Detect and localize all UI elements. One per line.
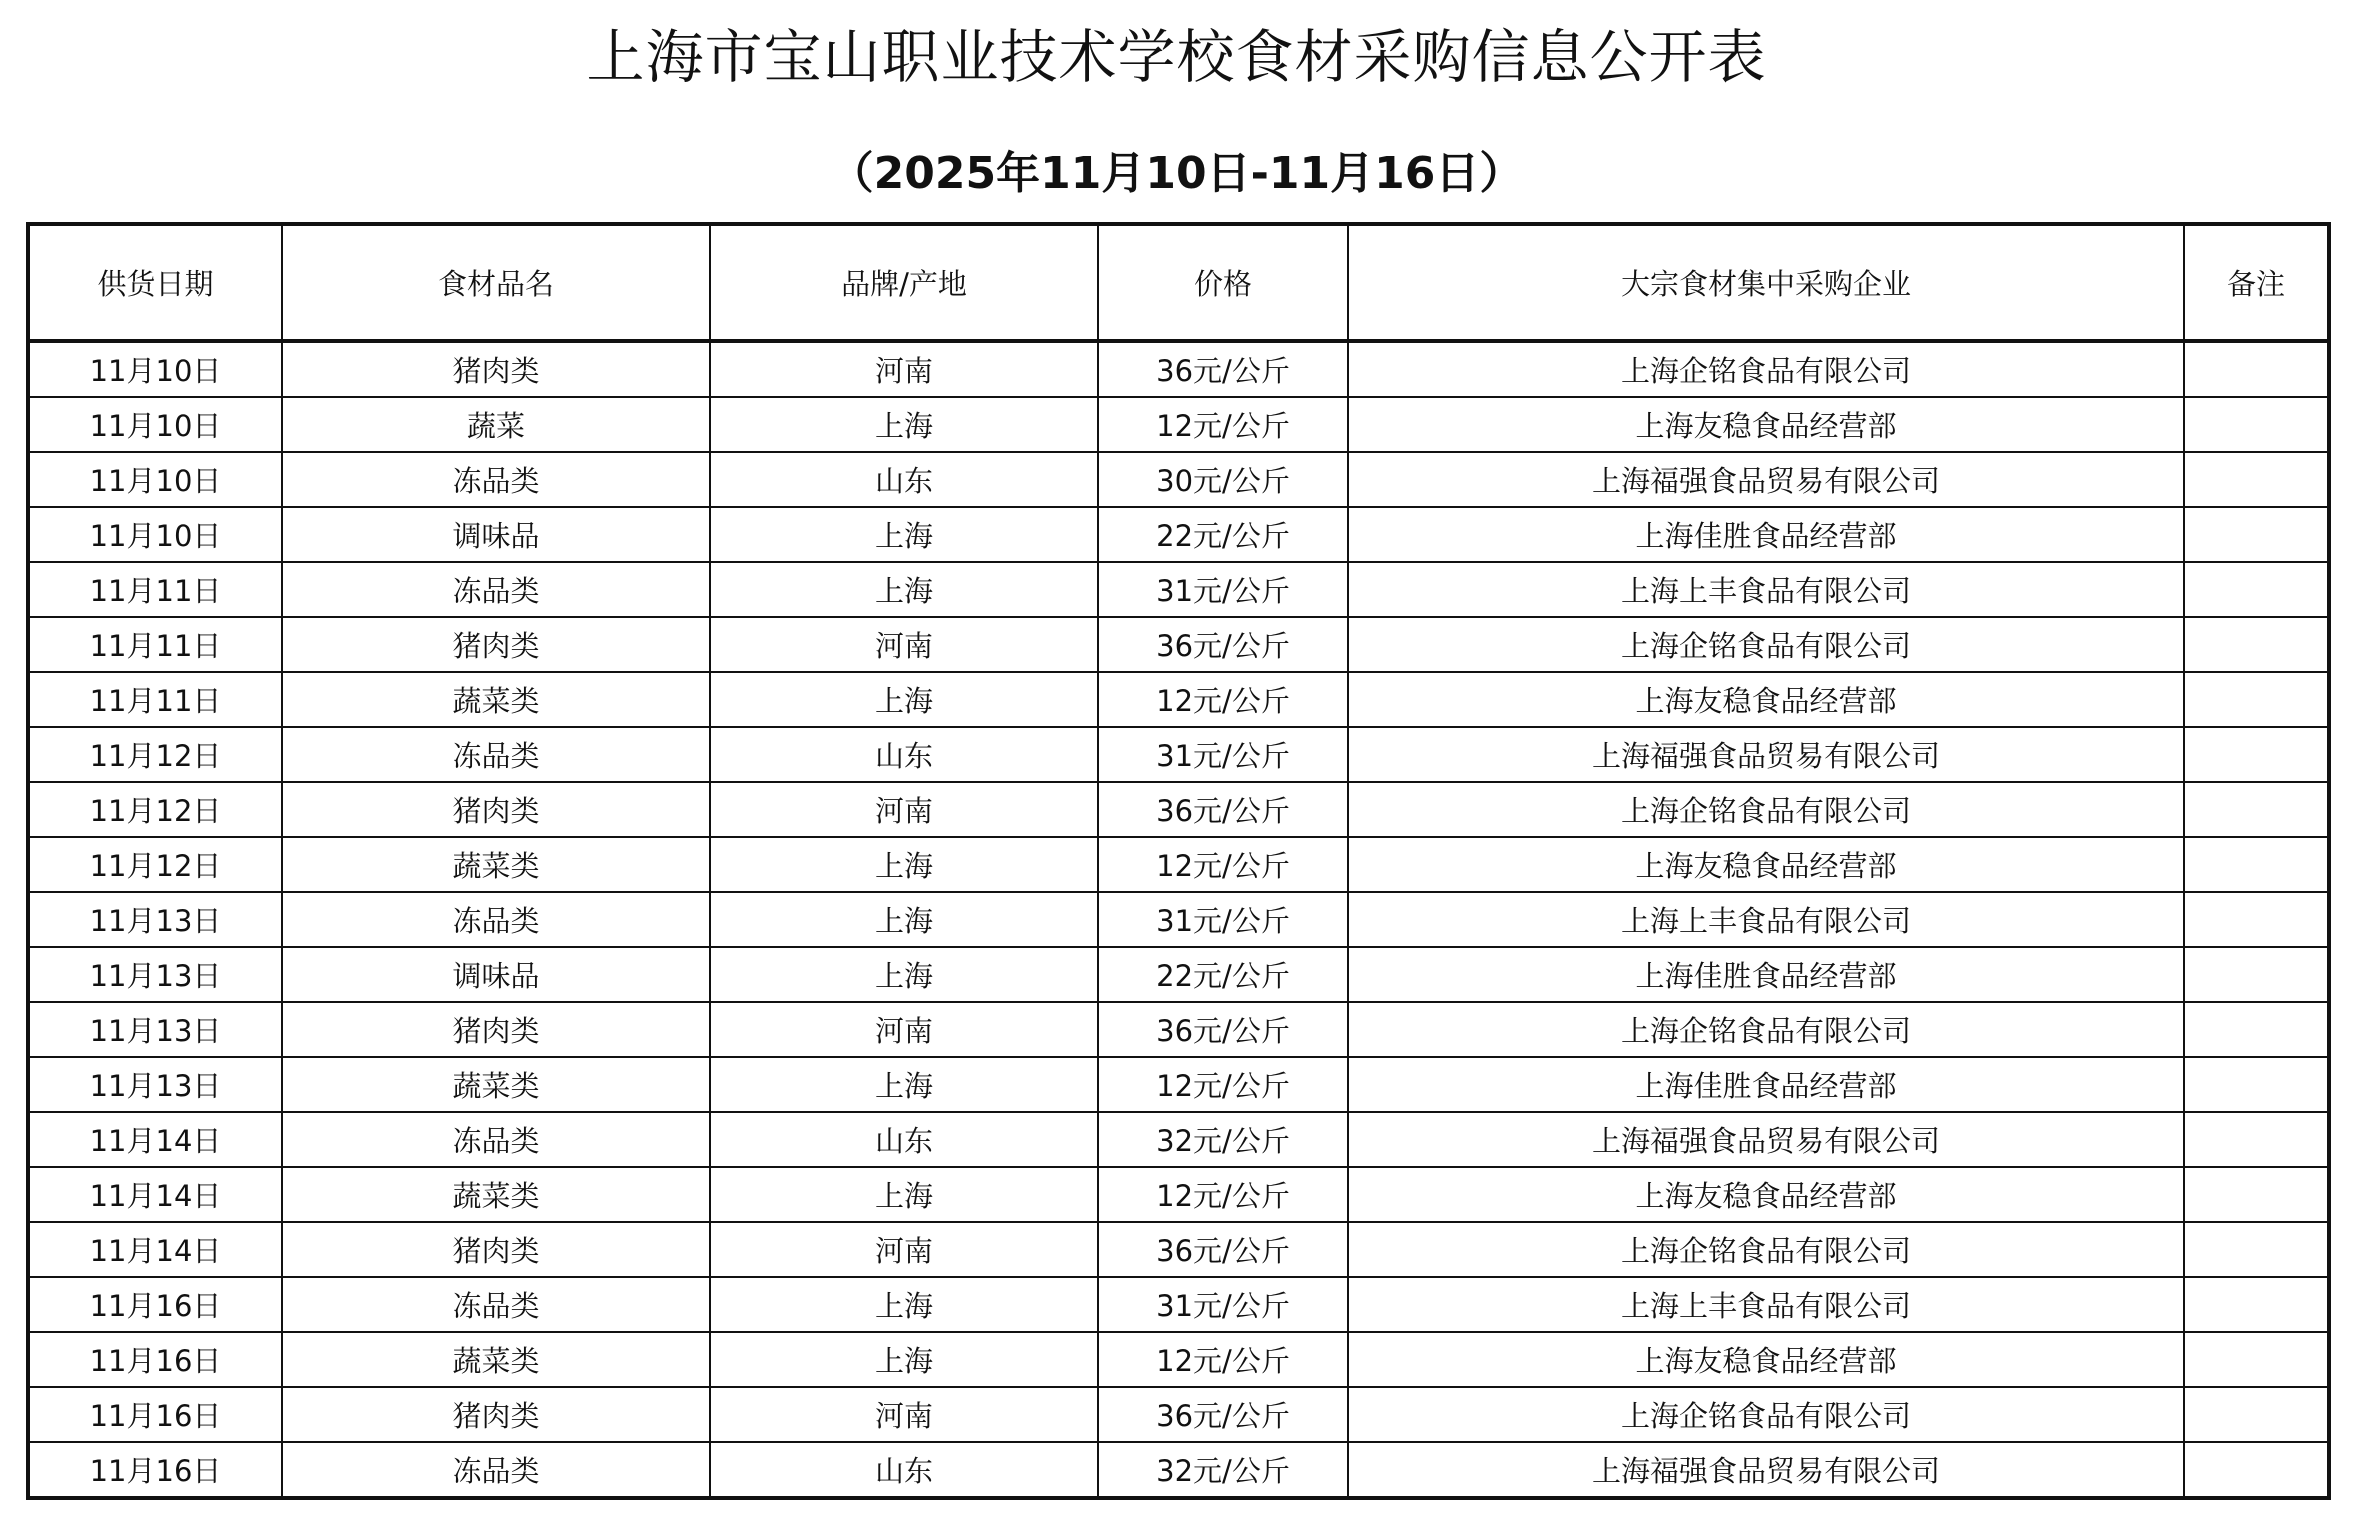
cell-remarks xyxy=(2184,837,2329,892)
table-row xyxy=(28,782,2329,837)
cell-item-name: 猪肉类 xyxy=(282,341,710,397)
cell-supply-date: 11月13日 xyxy=(28,892,282,947)
cell-remarks xyxy=(2184,1277,2329,1332)
table-row xyxy=(28,727,2329,782)
cell-brand-origin: 上海 xyxy=(710,507,1098,562)
cell-price: 12元/公斤 xyxy=(1098,1167,1348,1222)
cell-supplier: 上海上丰食品有限公司 xyxy=(1348,562,2184,617)
cell-brand-origin: 上海 xyxy=(710,947,1098,1002)
header-item-name: 食材品名 xyxy=(282,224,710,341)
cell-item-name: 猪肉类 xyxy=(282,1387,710,1442)
cell-remarks xyxy=(2184,617,2329,672)
cell-item-name: 猪肉类 xyxy=(282,1002,710,1057)
cell-supplier: 上海友稳食品经营部 xyxy=(1348,1167,2184,1222)
table-row xyxy=(28,1387,2329,1442)
table-row xyxy=(28,341,2329,397)
cell-brand-origin: 山东 xyxy=(710,1442,1098,1498)
cell-price: 12元/公斤 xyxy=(1098,837,1348,892)
header-price: 价格 xyxy=(1098,224,1348,341)
cell-price: 22元/公斤 xyxy=(1098,507,1348,562)
cell-item-name: 蔬菜类 xyxy=(282,672,710,727)
cell-price: 36元/公斤 xyxy=(1098,782,1348,837)
cell-brand-origin: 河南 xyxy=(710,1002,1098,1057)
page-title: 上海市宝山职业技术学校食材采购信息公开表 xyxy=(586,23,1767,91)
cell-supply-date: 11月10日 xyxy=(28,452,282,507)
cell-price: 32元/公斤 xyxy=(1098,1112,1348,1167)
procurement-table xyxy=(26,222,2331,1500)
cell-brand-origin: 上海 xyxy=(710,1332,1098,1387)
cell-remarks xyxy=(2184,672,2329,727)
cell-supplier: 上海企铭食品有限公司 xyxy=(1348,1002,2184,1057)
cell-item-name: 冻品类 xyxy=(282,562,710,617)
cell-supply-date: 11月10日 xyxy=(28,341,282,397)
cell-supplier: 上海上丰食品有限公司 xyxy=(1348,892,2184,947)
cell-brand-origin: 上海 xyxy=(710,1167,1098,1222)
cell-brand-origin: 上海 xyxy=(710,672,1098,727)
cell-brand-origin: 河南 xyxy=(710,782,1098,837)
cell-supply-date: 11月16日 xyxy=(28,1332,282,1387)
cell-brand-origin: 河南 xyxy=(710,1387,1098,1442)
cell-remarks xyxy=(2184,727,2329,782)
cell-item-name: 冻品类 xyxy=(282,1442,710,1498)
cell-item-name: 猪肉类 xyxy=(282,1222,710,1277)
table-row xyxy=(28,1057,2329,1112)
cell-remarks xyxy=(2184,947,2329,1002)
cell-brand-origin: 上海 xyxy=(710,397,1098,452)
cell-supplier: 上海企铭食品有限公司 xyxy=(1348,1222,2184,1277)
cell-remarks xyxy=(2184,1002,2329,1057)
cell-remarks xyxy=(2184,1222,2329,1277)
table-row xyxy=(28,452,2329,507)
cell-price: 31元/公斤 xyxy=(1098,1277,1348,1332)
cell-item-name: 冻品类 xyxy=(282,727,710,782)
cell-item-name: 冻品类 xyxy=(282,1277,710,1332)
cell-brand-origin: 上海 xyxy=(710,892,1098,947)
cell-price: 32元/公斤 xyxy=(1098,1442,1348,1498)
cell-brand-origin: 河南 xyxy=(710,341,1098,397)
cell-supplier: 上海福强食品贸易有限公司 xyxy=(1348,452,2184,507)
cell-price: 36元/公斤 xyxy=(1098,1387,1348,1442)
header-supply-date: 供货日期 xyxy=(28,224,282,341)
cell-supply-date: 11月11日 xyxy=(28,672,282,727)
cell-remarks xyxy=(2184,1332,2329,1387)
cell-supply-date: 11月10日 xyxy=(28,397,282,452)
cell-price: 12元/公斤 xyxy=(1098,397,1348,452)
cell-supply-date: 11月10日 xyxy=(28,507,282,562)
cell-supplier: 上海友稳食品经营部 xyxy=(1348,837,2184,892)
cell-remarks xyxy=(2184,397,2329,452)
cell-supplier: 上海佳胜食品经营部 xyxy=(1348,1057,2184,1112)
cell-supply-date: 11月14日 xyxy=(28,1167,282,1222)
cell-price: 36元/公斤 xyxy=(1098,617,1348,672)
table-row xyxy=(28,947,2329,1002)
cell-brand-origin: 上海 xyxy=(710,1057,1098,1112)
cell-supplier: 上海友稳食品经营部 xyxy=(1348,672,2184,727)
cell-brand-origin: 河南 xyxy=(710,617,1098,672)
cell-remarks xyxy=(2184,1387,2329,1442)
table-row xyxy=(28,1002,2329,1057)
cell-item-name: 调味品 xyxy=(282,507,710,562)
date-range-subtitle: （2025年11月10日-11月16日） xyxy=(829,148,1524,199)
cell-supplier: 上海上丰食品有限公司 xyxy=(1348,1277,2184,1332)
table-row xyxy=(28,1277,2329,1332)
cell-supplier: 上海福强食品贸易有限公司 xyxy=(1348,727,2184,782)
cell-remarks xyxy=(2184,341,2329,397)
cell-remarks xyxy=(2184,1442,2329,1498)
cell-item-name: 蔬菜类 xyxy=(282,837,710,892)
cell-supply-date: 11月14日 xyxy=(28,1112,282,1167)
cell-supply-date: 11月12日 xyxy=(28,727,282,782)
header-supplier: 大宗食材集中采购企业 xyxy=(1348,224,2184,341)
cell-remarks xyxy=(2184,1167,2329,1222)
cell-item-name: 蔬菜类 xyxy=(282,1332,710,1387)
cell-item-name: 冻品类 xyxy=(282,892,710,947)
cell-supply-date: 11月13日 xyxy=(28,1057,282,1112)
cell-item-name: 猪肉类 xyxy=(282,782,710,837)
cell-brand-origin: 河南 xyxy=(710,1222,1098,1277)
cell-remarks xyxy=(2184,782,2329,837)
cell-brand-origin: 山东 xyxy=(710,452,1098,507)
cell-supply-date: 11月14日 xyxy=(28,1222,282,1277)
cell-price: 36元/公斤 xyxy=(1098,1002,1348,1057)
table-row xyxy=(28,507,2329,562)
cell-supplier: 上海企铭食品有限公司 xyxy=(1348,617,2184,672)
cell-brand-origin: 上海 xyxy=(710,1277,1098,1332)
cell-item-name: 冻品类 xyxy=(282,452,710,507)
cell-price: 31元/公斤 xyxy=(1098,727,1348,782)
table-row xyxy=(28,892,2329,947)
cell-supply-date: 11月11日 xyxy=(28,617,282,672)
cell-supplier: 上海企铭食品有限公司 xyxy=(1348,1387,2184,1442)
cell-supplier: 上海企铭食品有限公司 xyxy=(1348,782,2184,837)
cell-price: 30元/公斤 xyxy=(1098,452,1348,507)
cell-supply-date: 11月13日 xyxy=(28,947,282,1002)
cell-remarks xyxy=(2184,1112,2329,1167)
table-row xyxy=(28,617,2329,672)
table-body xyxy=(28,341,2329,1498)
cell-supplier: 上海企铭食品有限公司 xyxy=(1348,341,2184,397)
table-row xyxy=(28,1222,2329,1277)
header-brand-origin: 品牌/产地 xyxy=(710,224,1098,341)
cell-supply-date: 11月11日 xyxy=(28,562,282,617)
cell-supply-date: 11月16日 xyxy=(28,1387,282,1442)
table-header-row xyxy=(28,224,2329,341)
cell-supply-date: 11月13日 xyxy=(28,1002,282,1057)
cell-supplier: 上海友稳食品经营部 xyxy=(1348,1332,2184,1387)
cell-brand-origin: 上海 xyxy=(710,562,1098,617)
cell-price: 12元/公斤 xyxy=(1098,1332,1348,1387)
cell-price: 22元/公斤 xyxy=(1098,947,1348,1002)
header-remarks: 备注 xyxy=(2184,224,2329,341)
table-row xyxy=(28,1332,2329,1387)
cell-remarks xyxy=(2184,562,2329,617)
cell-supply-date: 11月16日 xyxy=(28,1277,282,1332)
cell-price: 12元/公斤 xyxy=(1098,1057,1348,1112)
cell-price: 31元/公斤 xyxy=(1098,562,1348,617)
table-row xyxy=(28,672,2329,727)
cell-price: 36元/公斤 xyxy=(1098,341,1348,397)
table-row xyxy=(28,562,2329,617)
cell-price: 12元/公斤 xyxy=(1098,672,1348,727)
table-row xyxy=(28,1112,2329,1167)
cell-item-name: 蔬菜类 xyxy=(282,1057,710,1112)
cell-brand-origin: 山东 xyxy=(710,1112,1098,1167)
cell-remarks xyxy=(2184,507,2329,562)
cell-supplier: 上海福强食品贸易有限公司 xyxy=(1348,1112,2184,1167)
cell-supply-date: 11月12日 xyxy=(28,782,282,837)
cell-price: 36元/公斤 xyxy=(1098,1222,1348,1277)
cell-brand-origin: 上海 xyxy=(710,837,1098,892)
cell-supplier: 上海佳胜食品经营部 xyxy=(1348,947,2184,1002)
cell-supplier: 上海佳胜食品经营部 xyxy=(1348,507,2184,562)
table-row xyxy=(28,1442,2329,1498)
cell-item-name: 冻品类 xyxy=(282,1112,710,1167)
cell-supplier: 上海友稳食品经营部 xyxy=(1348,397,2184,452)
table-row xyxy=(28,397,2329,452)
cell-remarks xyxy=(2184,892,2329,947)
cell-item-name: 蔬菜类 xyxy=(282,1167,710,1222)
cell-remarks xyxy=(2184,452,2329,507)
cell-item-name: 蔬菜 xyxy=(282,397,710,452)
cell-supplier: 上海福强食品贸易有限公司 xyxy=(1348,1442,2184,1498)
cell-supply-date: 11月12日 xyxy=(28,837,282,892)
cell-remarks xyxy=(2184,1057,2329,1112)
table-row xyxy=(28,837,2329,892)
cell-item-name: 调味品 xyxy=(282,947,710,1002)
cell-price: 31元/公斤 xyxy=(1098,892,1348,947)
cell-supply-date: 11月16日 xyxy=(28,1442,282,1498)
table-row xyxy=(28,1167,2329,1222)
cell-brand-origin: 山东 xyxy=(710,727,1098,782)
cell-item-name: 猪肉类 xyxy=(282,617,710,672)
